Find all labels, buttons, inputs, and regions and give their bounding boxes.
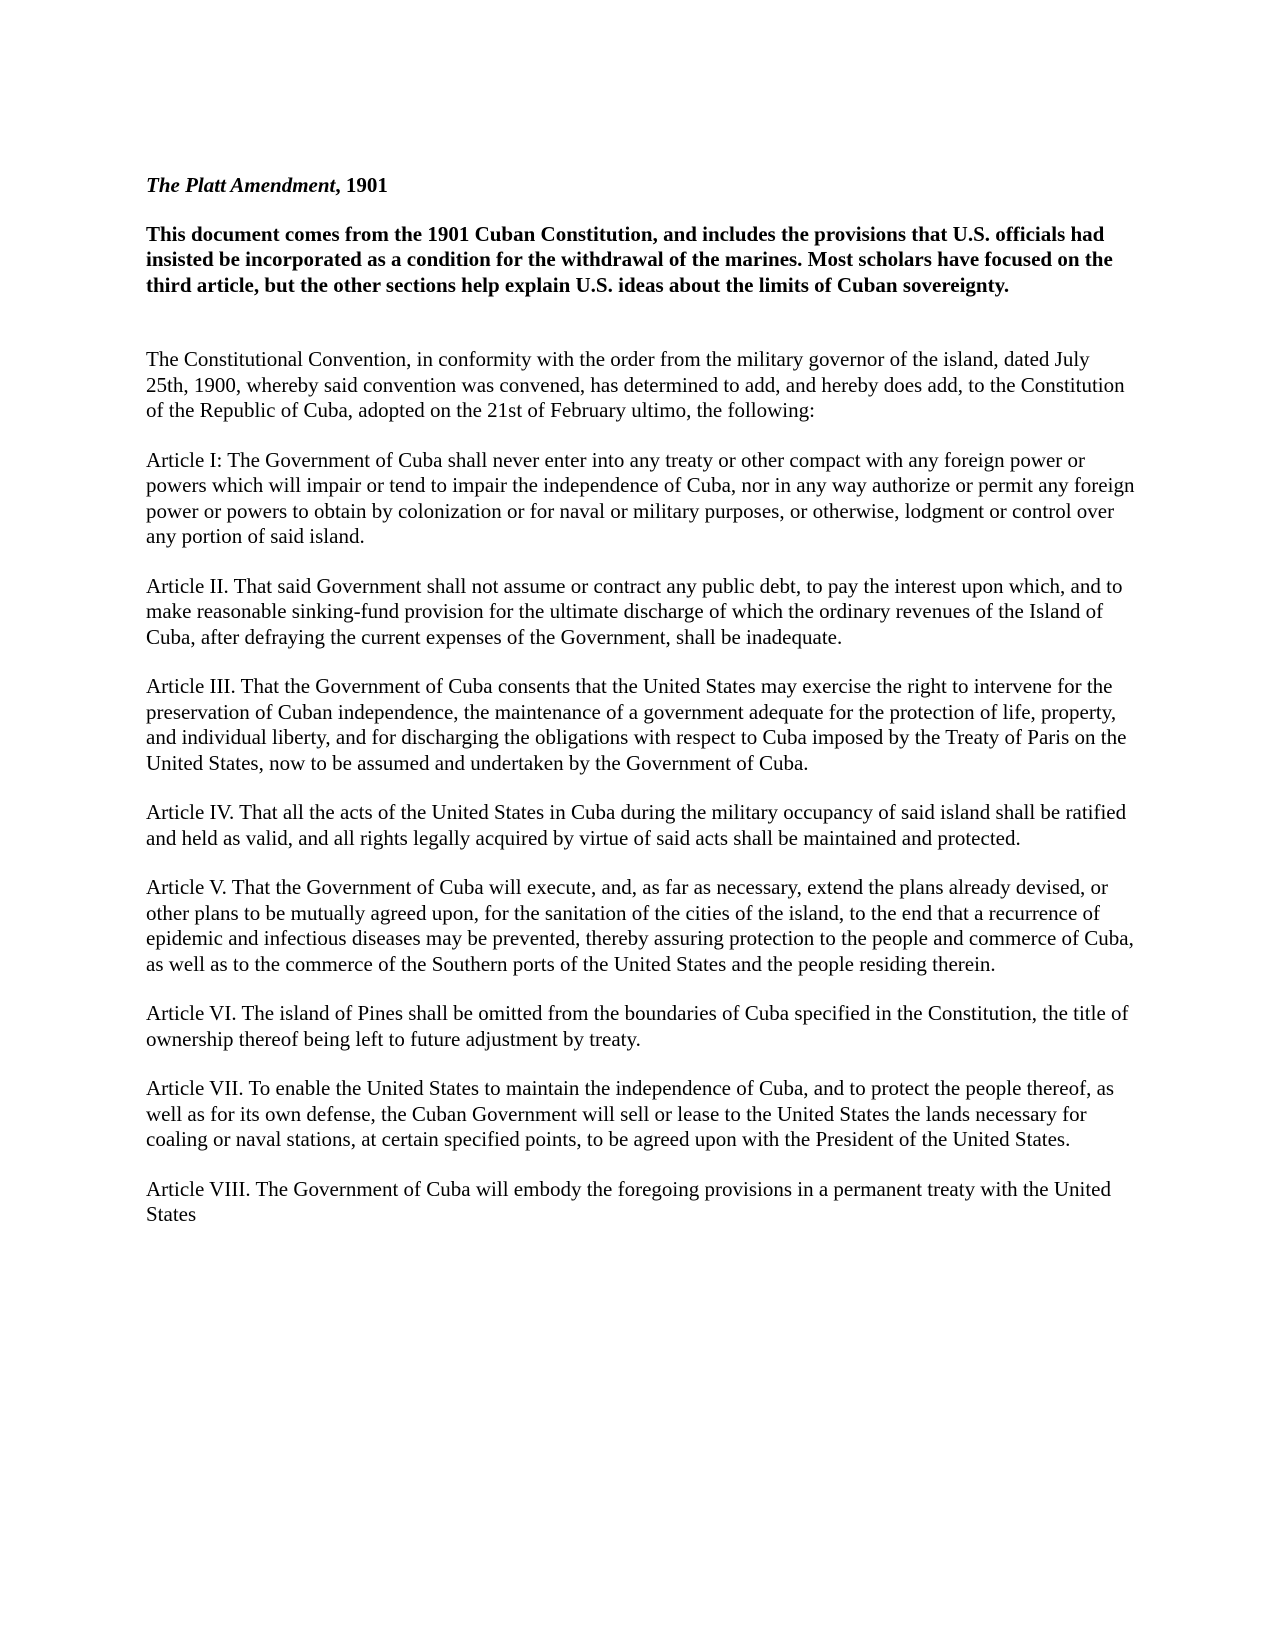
article-4-paragraph: Article IV. That all the acts of the United States in Cuba during the military occupancy of said island shall be ratified and held as valid, and all rights legally acquired by virtue of said acts shall be maintained and protected. — [146, 800, 1127, 850]
article-1-paragraph: Article I: The Government of Cuba shall never enter into any treaty or other compact with any foreign power or powers which will impair or tend to impair the independence of Cuba, nor in any way authorize or permit any foreign power or powers to obtain by colonization or for naval or military purposes, or otherwise, lodgment or control over any portion of said island. — [146, 447, 1135, 548]
article-2-paragraph: Article II. That said Government shall not assume or contract any public debt, to pay the interest upon which, and to make reasonable sinking-fund provision for the ultimate discharge of which the ordinary revenues of the Island of Cuba, after defraying the current expenses of the Government, shall be inadequate. — [146, 573, 1123, 649]
introduction-paragraph: This document comes from the 1901 Cuban Constitution, and includes the provisions that U.S. officials had insisted be incorporated as a condition for the withdrawal of the marines. Most scholars have focused on the third article, but the other sections help explain U.S. ideas about the limits of Cuban sovereignty. — [146, 221, 1113, 297]
document-title-year: , 1901 — [335, 173, 388, 197]
article-7-paragraph: Article VII. To enable the United States to maintain the independence of Cuba, and to protect the people thereof, as well as for its own defense, the Cuban Government will sell or lease to the United States the lands necessary for coaling or naval stations, at certain specified points, to be agreed upon with the President of the United States. — [146, 1076, 1115, 1151]
article-3-paragraph: Article III. That the Government of Cuba consents that the United States may exercise the right to intervene for the preservation of Cuban independence, the maintenance of a government adequate for the protection of life, property, and individual liberty, and for discharging the obligations with respect to Cuba imposed by the Treaty of Paris on the United States, now to be assumed and undertaken by the Government of Cuba. — [146, 674, 1127, 775]
article-8-paragraph: Article VIII. The Government of Cuba will embody the foregoing provisions in a permanent treaty with the United States — [146, 1176, 1111, 1226]
preamble-paragraph: The Constitutional Convention, in conformity with the order from the military governor of the island, dated July 25th, 1900, whereby said convention was convened, has determined to add, and hereby does add, to the Constitution of the Republic of Cuba, adopted on the 21st of February ultimo, the following: — [146, 347, 1125, 422]
document-title-italic: The Platt Amendment — [146, 173, 336, 197]
article-6-paragraph: Article VI. The island of Pines shall be omitted from the boundaries of Cuba specified in the Constitution, the title of ownership thereof being left to future adjustment by treaty. — [146, 1001, 1129, 1051]
document-body — [146, 173, 1136, 1228]
article-5-paragraph: Article V. That the Government of Cuba will execute, and, as far as necessary, extend the plans already devised, or other plans to be mutually agreed upon, for the sanitation of the cities of the island, to the end that a recurrence of epidemic and infectious diseases may be prevented, thereby assuring protection to the people and commerce of Cuba, as well as to the commerce of the Southern ports of the United States and the people residing therein. — [146, 875, 1134, 976]
document-title — [146, 173, 1136, 199]
